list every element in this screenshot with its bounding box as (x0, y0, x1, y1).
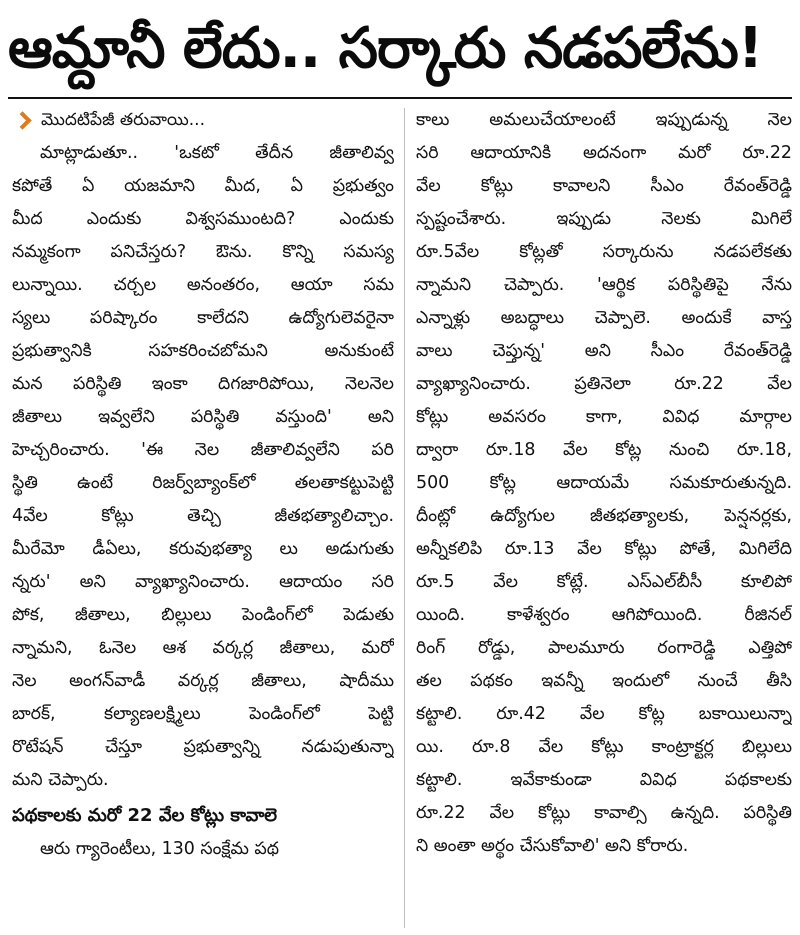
paragraph-line: మీద ఎందుకు విశ్వసముంటది? ఎందుకు (12, 209, 394, 229)
continuation-label: మొదటిపేజీ తరువాయి... (41, 110, 205, 130)
paragraph-line: రొటేషన్ చేస్తూ ప్రభుత్వాన్ని నడుపుతున్నా (12, 737, 394, 757)
paragraph-line: మాట్లాడుతూ.. 'ఒకటో తేదీన జీతాలివ్వ (40, 143, 394, 163)
paragraph-line: లున్నాయి. చర్చల అనంతరం, ఆయా సమ (12, 275, 394, 295)
paragraph-line: ఆరు గ్యారెంటీలు, 130 సంక్షేమ పథ (40, 839, 280, 859)
paragraph-line: వ్యాఖ్యానించారు. ప్రతినెలా రూ.22 వేల (416, 374, 792, 394)
right-column-body (416, 104, 792, 863)
paragraph-line: వేల కోట్లు కావాలని సీఎం రేవంత్‌రెడ్డి (416, 176, 792, 196)
paragraph-line: 500 కోట్ల ఆదాయమే సమకూరుతున్నది. (416, 473, 792, 493)
headline-rule (8, 97, 792, 99)
right-column (416, 104, 792, 863)
headline: ఆమ్దానీ లేదు.. సర్కారు నడపలేను! (8, 16, 763, 81)
paragraph-line: స్పష్టంచేశారు. ఇప్పుడు నెలకు మిగిలే (416, 209, 792, 229)
continuation-marker (12, 104, 394, 137)
paragraph-line: సరి ఆదాయానికి అదనంగా మరో రూ.22 (416, 143, 792, 163)
paragraph-line: అన్నీకలిపి రూ.13 వేల కోట్లు పోతే, మిగిలేది (416, 539, 792, 559)
paragraph-line: న్నరు' అని వ్యాఖ్యానించారు. ఆదాయం సరి (12, 572, 394, 592)
paragraph-line: ప్రభుత్వానికి సహకరించబోమని అనుకుంటే (12, 341, 394, 361)
paragraph-line: జీతాలు ఇవ్వలేని పరిస్థితి వస్తుంది' అని (12, 407, 394, 427)
paragraph-line: వాలు చెప్తున్న' అని సీఎం రేవంత్‌రెడ్డి (416, 341, 792, 361)
paragraph-line: నమ్మకంగా పనిచేస్తరు? ఔను. కొన్ని సమస్య (12, 242, 394, 262)
paragraph-line: యింది. కాళేశ్వరం ఆగిపోయింది. రీజినల్ (416, 605, 792, 625)
paragraph-line: కట్టాలి. రూ.42 వేల కోట్ల బకాయిలున్నా (416, 704, 792, 724)
paragraph-line: రింగ్ రోడ్డు, పాలమూరు రంగారెడ్డి ఎత్తిపో (416, 638, 792, 658)
paragraph-line: స్యలు పరిష్కారం కాలేదని ఉద్యోగులెవరైనా (12, 308, 394, 328)
paragraph-line: 4వేల కోట్లు తెచ్చి జీతభత్యాలిచ్చాం. (12, 506, 394, 526)
paragraph-line: మీరేమో డీఏలు, కరువుభత్యా లు అడుగుతు (12, 539, 394, 559)
paragraph-line: మని చెప్పారు. (12, 770, 109, 790)
paragraph-line: కపోతే ఏ యజమాని మీద, ఏ ప్రభుత్వం (12, 176, 394, 196)
paragraph-line: యి. రూ.8 వేల కోట్లు కాంట్రాక్టర్ల బిల్లులు (416, 737, 792, 757)
paragraph-line: ని అంతా అర్థం చేసుకోవాలి' అని కోరారు. (416, 836, 689, 856)
paragraph-line: ఎన్నాళ్లు అబద్ధాలు చెప్పాలె. అందుకే వాస్త (416, 308, 792, 328)
paragraph-line: తల పథకం ఇవన్నీ ఇందులో నుంచే తీసి (416, 671, 792, 691)
paragraph-line: బారక్, కల్యాణలక్ష్మిలు పెండింగ్‌లో పెట్టి (12, 704, 394, 724)
paragraph-line: కట్టాలి. ఇవేకాకుండా వివిధ పథకాలకు (416, 770, 792, 790)
paragraph-line: కాలు అమలుచేయాలంటే ఇప్పుడున్న నెల (416, 110, 792, 130)
chevron-right-icon (13, 111, 31, 129)
left-column (12, 104, 394, 866)
paragraph-line: స్థితి ఉంటే రిజర్వ్‌బ్యాంక్‌లో తలతాకట్టుపెట్టి (12, 473, 394, 493)
paragraph-line: హెచ్చరించారు. 'ఈ నెల జీతాలివ్వలేని పరి (12, 440, 394, 460)
paragraph-line: పోక, జీతాలు, బిల్లులు పెండింగ్‌లో పెడుతు (12, 605, 394, 625)
paragraph-line: కోట్లు అవసరం కాగా, వివిధ మార్గాల (416, 407, 792, 427)
column-divider (404, 108, 405, 928)
subheading: పథకాలకు మరో 22 వేల కోట్లు కావాలె (12, 805, 278, 826)
paragraph-line: దీంట్లో ఉద్యోగుల జీతభత్యాలకు, పెన్షనర్లకు, (416, 506, 792, 526)
paragraph-line: రూ.5వేల కోట్లతో సర్కారును నడపలేకతు (416, 242, 792, 262)
paragraph-line: న్నామని చెప్పారు. 'ఆర్థిక పరిస్థితిపై నేను (416, 275, 792, 295)
paragraph-line: రూ.22 వేల కోట్లు కావాల్సి ఉన్నది. పరిస్థితి (416, 803, 792, 823)
paragraph-line: మన పరిస్థితి ఇంకా దిగజారిపోయి, నెలనెల (12, 374, 394, 394)
paragraph-line: రూ.5 వేల కోట్లే. ఎస్‌ఎల్‌బీసీ కూలిపో (416, 572, 792, 592)
paragraph-line: న్నామని, ఓనెల ఆశ వర్కర్ల జీతాలు, మరో (12, 638, 394, 658)
paragraph-line: నెల అంగన్‌వాడీ వర్కర్ల జీతాలు, షాదీము (12, 671, 394, 691)
left-column-body (12, 137, 394, 797)
paragraph-line: ద్వారా రూ.18 వేల కోట్ల నుంచి రూ.18, (416, 440, 792, 460)
